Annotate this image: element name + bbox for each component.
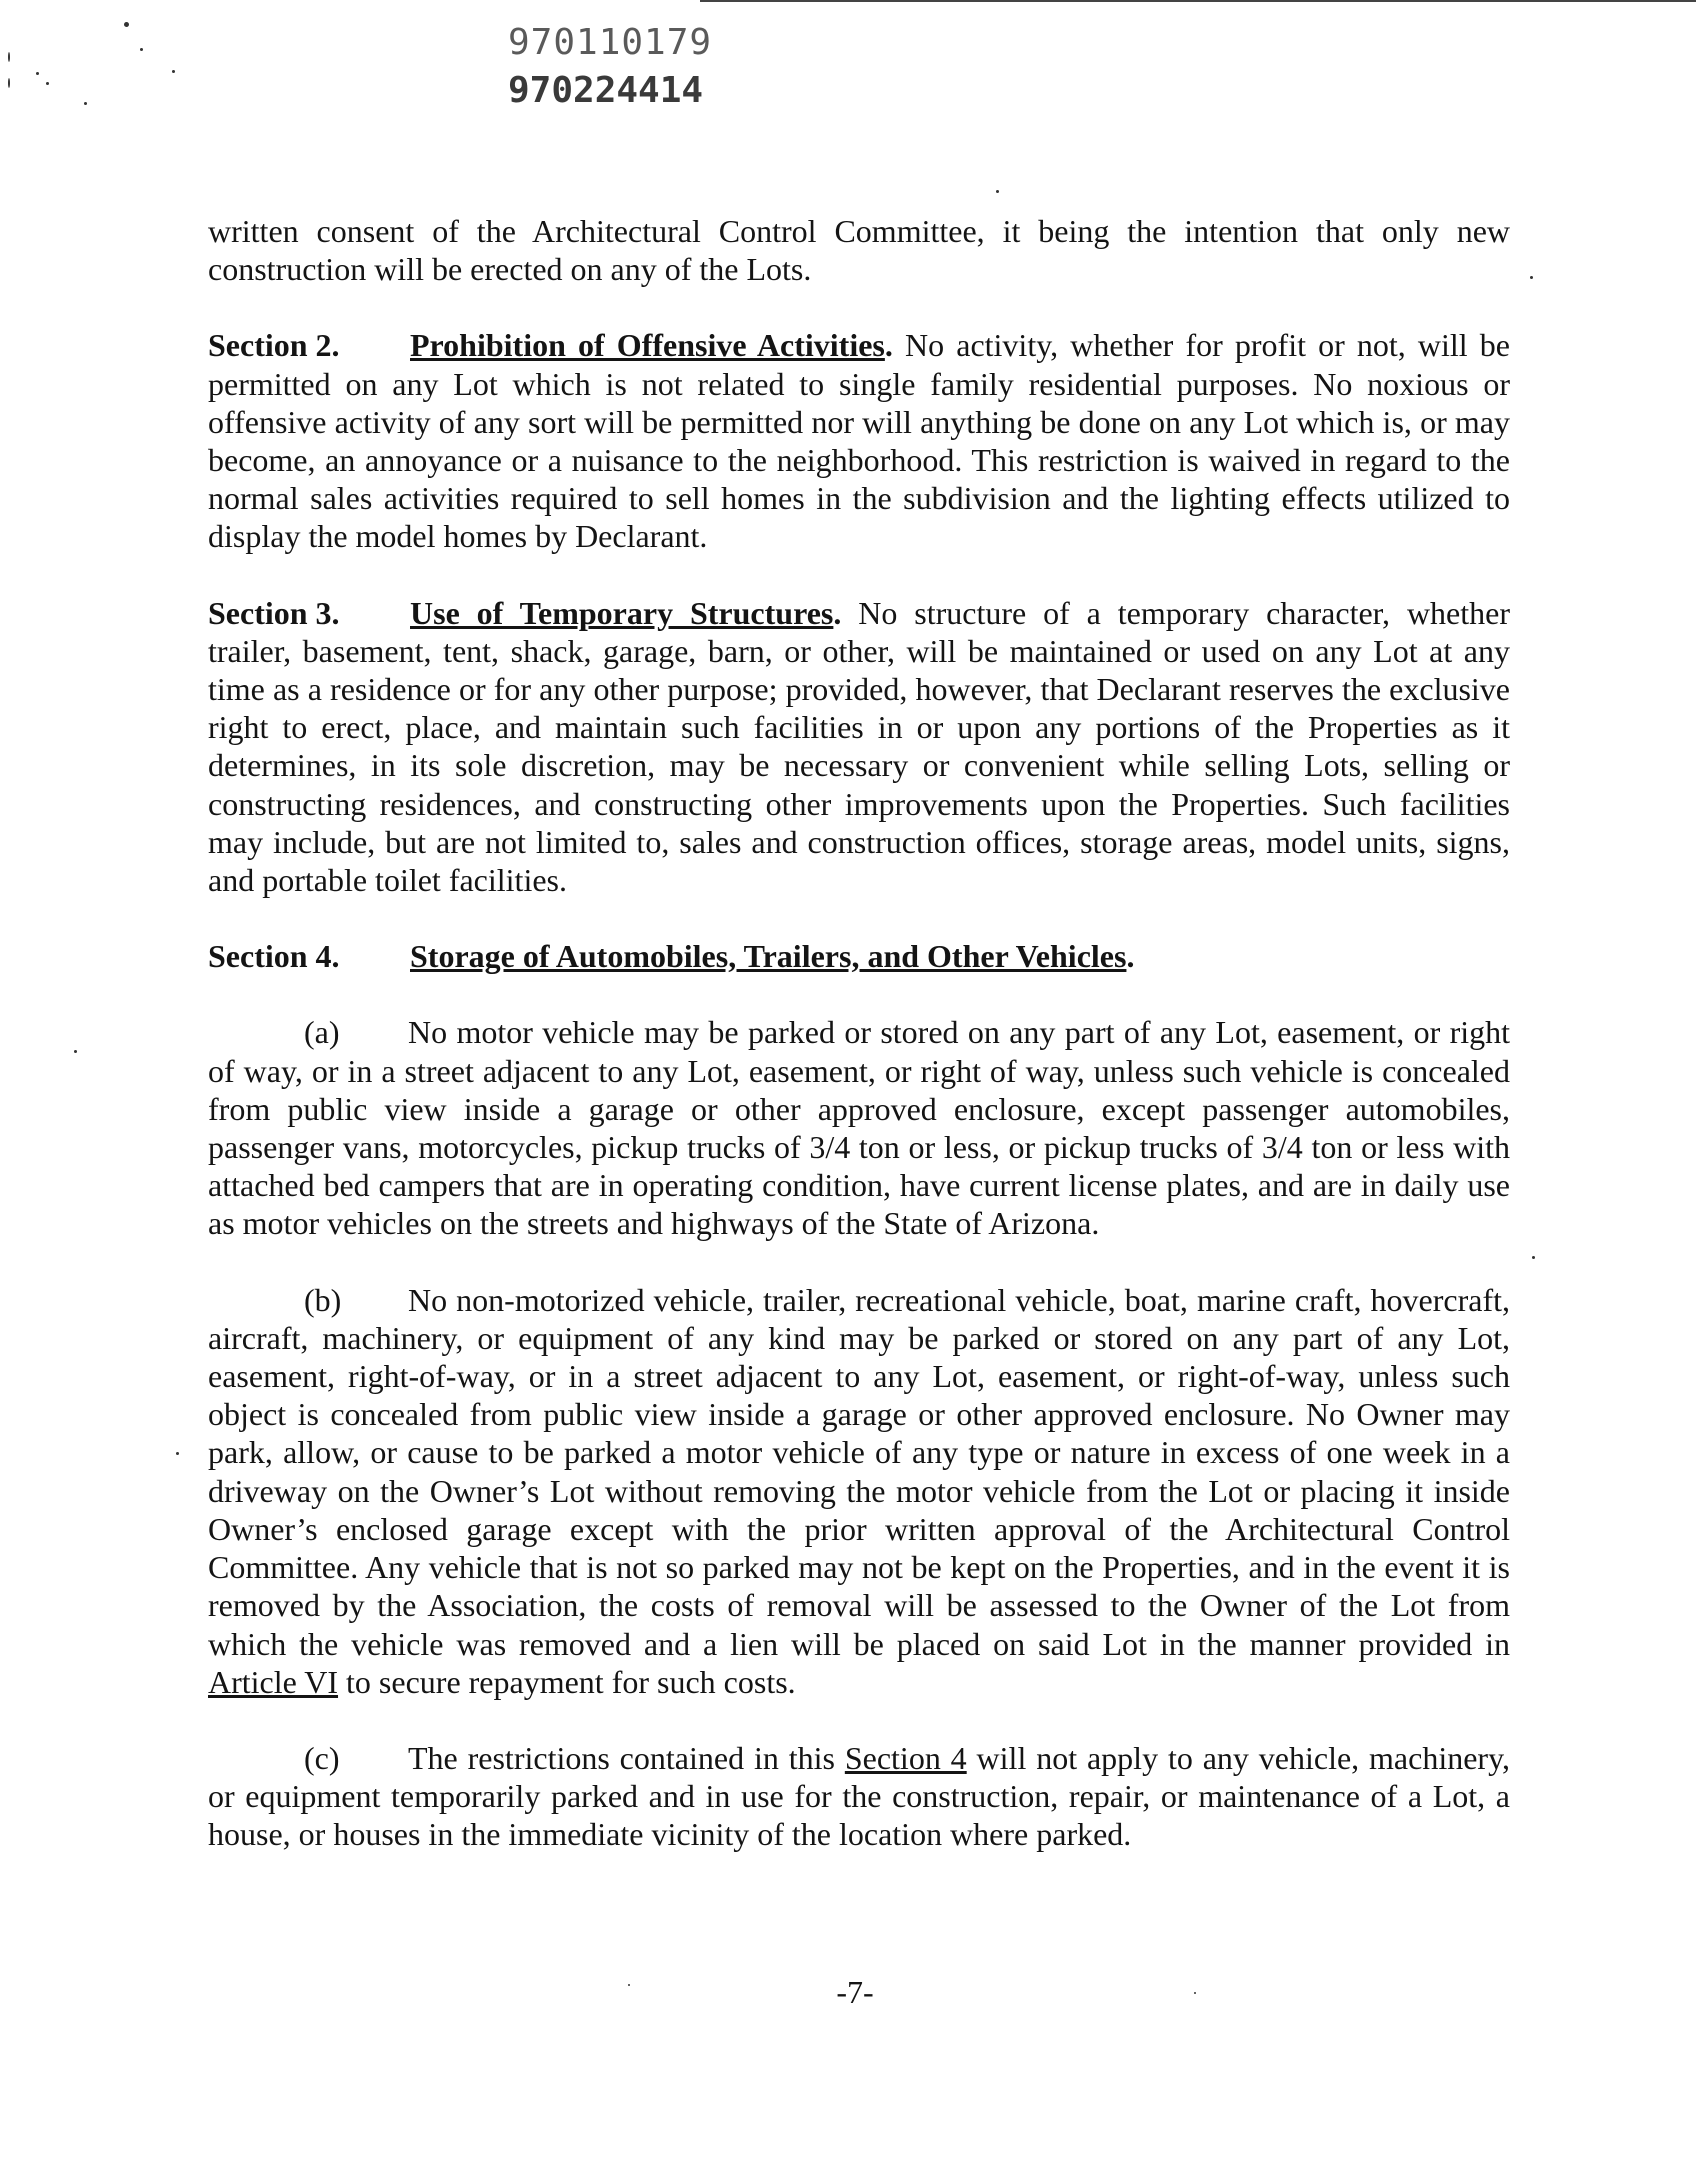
section-2-paragraph: Section 2. Prohibition of Offensive Activities. No activity, whether for profit or not, will be permitted on any Lot which is not related to single family residential purposes. No noxious or offensive activity of any sort will be permitted nor will anything be done on any Lot which is, or may become, an annoyance or a nuisance to the neighborhood. This restriction is waived in regard to the normal sales activities required to sell homes in the subdivision and the lighting effects utilized to display the model homes by Declarant. — [208, 327, 1511, 555]
scan-speck — [46, 82, 49, 85]
scan-speck — [84, 102, 87, 105]
scan-speck — [996, 190, 999, 193]
section-reference-link: Section 4 — [844, 1739, 967, 1776]
section-title: Storage of Automobiles, Trailers, and Other Vehicles — [410, 938, 1127, 975]
recording-stamp-number-overprint: 970224414 — [508, 70, 704, 111]
document-body — [208, 212, 1510, 1854]
scan-speck — [36, 72, 39, 75]
subsection-label: (b) — [304, 1281, 342, 1318]
scan-speck — [74, 1050, 77, 1053]
section-3-paragraph: Section 3. Use of Temporary Structures. No structure of a temporary character, whether trailer, basement, tent, shack, garage, barn, or other, will be maintained or used on any Lot at any time as a residence or for any other purpose; provided, however, that Declarant reserves the exclusive right to erect, place, and maintain such facilities in or upon any portions of the Properties as it determines, in its sole discretion, may be necessary or convenient while selling Lots, selling or constructing residences, and constructing other improvements upon the Properties. Such facilities may include, but are not limited to, sales and construction offices, storage areas, model units, signs, and portable toilet facilities. — [208, 594, 1511, 899]
subsection-a-paragraph — [208, 1013, 1510, 1242]
section-label: Section 3. — [208, 594, 340, 631]
section-text: No activity, whether for profit or not, will be permitted on any Lot which is not related to single family residential purposes. No noxious or offensive activity of any sort will be permitted nor will anything be done on any Lot which is, or may become, an annoyance or a nuisance to the neighborhood. This restriction is waived in regard to the normal sales activities required to sell homes in the subdivision and the lighting effects utilized to display the model homes by Declarant. — [208, 327, 1511, 555]
scan-speck — [1530, 276, 1533, 279]
scan-speck — [140, 48, 143, 51]
subsection-label: (a) — [304, 1014, 340, 1051]
section-title: Use of Temporary Structures — [410, 594, 834, 631]
continuation-paragraph: written consent of the Architectural Control Committee, it being the intention that only new construction will be erected on any of the Lots. — [208, 213, 1510, 288]
section-title: Prohibition of Offensive Activities — [410, 327, 885, 364]
section-label: Section 2. — [208, 327, 340, 364]
subsection-label: (c) — [304, 1739, 340, 1776]
page-number: -7- — [836, 1974, 874, 2010]
scan-speck — [8, 78, 10, 88]
subsection-text-after: to secure repayment for such costs. — [338, 1663, 796, 1700]
scan-speck — [1532, 1256, 1535, 1259]
section-label: Section 4. — [208, 938, 340, 975]
subsection-c-paragraph — [208, 1739, 1510, 1854]
scan-edge-rule — [700, 0, 1696, 2]
subsection-b-paragraph — [208, 1281, 1510, 1701]
scan-speck — [124, 22, 129, 27]
scan-speck — [8, 52, 10, 62]
article-reference-link: Article VI — [208, 1663, 339, 1700]
recording-stamp-number: 970110179 — [508, 22, 713, 63]
subsection-text: No motor vehicle may be parked or stored on any part of any Lot, easement, or right of way, or in a street adjacent to any Lot, easement, or right of way, unless such vehicle is concealed from public view inside a garage or other approved enclosure, except passenger automobiles, passenger vans, motorcycles, pickup trucks of 3/4 ton or less, or pickup trucks of 3/4 ton or less with attached bed campers that are in operating condition, have current license plates, and are in daily use as motor vehicles on the streets and highways of the State of Arizona. — [208, 1014, 1510, 1242]
subsection-text-after: will not apply to any vehicle, machinery, or equipment temporarily parked and in use for the construction, repair, or maintenance of a Lot, a house, or houses in the immediate vicinity of the location where parked. — [208, 1739, 1511, 1853]
subsection-text: No non-motorized vehicle, trailer, recreational vehicle, boat, marine craft, hovercraft, aircraft, machinery, or equipment of any kind may be parked or stored on any part of any Lot, easement, right-of-way, or in a street adjacent to any Lot, easement, or right-of-way, unless such object is concealed from public view inside a garage or other approved enclosure. No Owner may park, allow, or cause to be parked a motor vehicle of any type or nature in excess of one week in a driveway on the Owner’s Lot without removing the motor vehicle from the Lot or placing it inside Owner’s enclosed garage except with the prior written approval of the Architectural Control Committee. Any vehicle that is not so parked may not be kept on the Properties, and in the event it is removed by the Association, the costs of removal will be assessed to the Owner of the Lot from which the vehicle was removed and a lien will be placed on said Lot in the manner provided in — [208, 1281, 1510, 1662]
subsection-text: The restrictions contained in this — [408, 1739, 845, 1776]
section-text: No structure of a temporary character, whether trailer, basement, tent, shack, garage, barn, or other, will be maintained or used on any Lot at any time as a residence or for any other purpose; provided, however, that Declarant reserves the exclusive right to erect, place, and maintain such facilities in or upon any portions of the Properties as it determines, in its sole discretion, may be necessary or convenient while selling Lots, selling or constructing residences, and constructing other improvements upon the Properties. Such facilities may include, but are not limited to, sales and construction offices, storage areas, model units, signs, and portable toilet facilities. — [208, 594, 1511, 899]
scan-speck — [172, 70, 175, 73]
scan-speck — [176, 1452, 179, 1455]
section-4-heading: Section 4. Storage of Automobiles, Trailers, and Other Vehicles. — [208, 938, 1135, 975]
